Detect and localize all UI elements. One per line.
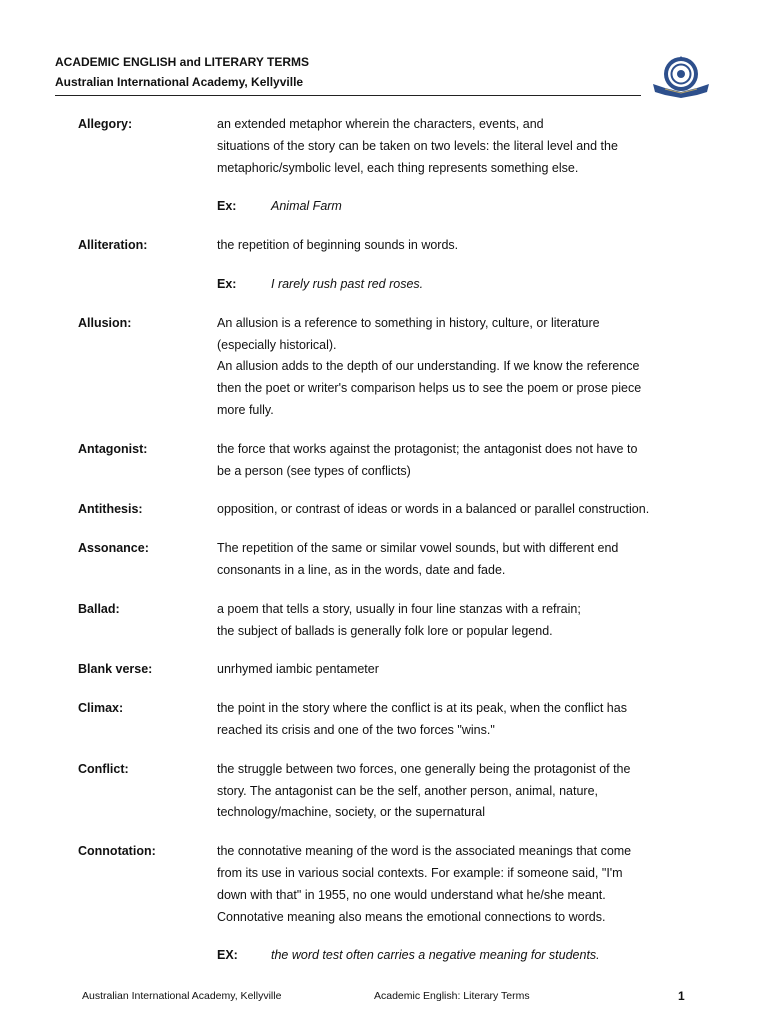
- glossary-entry: [78, 599, 728, 643]
- definition-line: be a person (see types of conflicts): [217, 463, 411, 478]
- glossary-entry: [78, 499, 728, 521]
- definition-line: an extended metaphor wherein the characters, events, and: [217, 117, 544, 131]
- entry-term: Connotation:: [78, 844, 156, 859]
- definition-line: from its use in various social contexts. For example: if someone said, "I'm: [217, 865, 623, 880]
- entry-definition: [217, 759, 717, 824]
- entry-definition: [217, 538, 717, 582]
- entry-term: Climax:: [78, 701, 124, 716]
- entry-term: Blank verse:: [78, 662, 153, 677]
- entry-term: Allegory:: [78, 117, 133, 131]
- glossary-entry: [78, 659, 728, 681]
- definition-line: the struggle between two forces, one generally being the protagonist of the: [217, 761, 631, 776]
- example-label: Ex:: [217, 199, 237, 214]
- footer-doc-title: Academic English: Literary Terms: [374, 990, 530, 1002]
- glossary-entry: [78, 698, 728, 742]
- footer-school: Australian International Academy, Kellyville: [82, 990, 282, 1002]
- definition-line: situations of the story can be taken on two levels: the literal level and the: [217, 138, 618, 153]
- definition-line: the point in the story where the conflict is at its peak, when the conflict has: [217, 701, 627, 716]
- example-text: Animal Farm: [271, 199, 342, 214]
- definition-line: story. The antagonist can be the self, another person, animal, nature,: [217, 783, 599, 798]
- document-subtitle: Australian International Academy, Kellyville: [55, 75, 304, 89]
- entry-term: Antithesis:: [78, 502, 143, 517]
- entry-definition: [217, 599, 717, 643]
- entry-definition: [217, 499, 717, 521]
- entry-definition: [217, 313, 717, 422]
- definition-line: the repetition of beginning sounds in words.: [217, 238, 459, 253]
- entry-term: Conflict:: [78, 761, 129, 776]
- definition-line: the force that works against the protagonist; the antagonist does not have to: [217, 441, 638, 456]
- definition-line: more fully.: [217, 402, 274, 417]
- glossary-entry: [78, 313, 728, 422]
- entry-term: Assonance:: [78, 541, 149, 556]
- document-header: [55, 54, 641, 96]
- entry-definition: [217, 235, 717, 296]
- definition-line: technology/machine, society, or the supernatural: [217, 805, 485, 820]
- entry-term: Allusion:: [78, 315, 132, 330]
- page-number: 1: [678, 989, 685, 1003]
- definition-line: (especially historical).: [217, 337, 337, 352]
- entry-example: [217, 945, 717, 967]
- definition-line: reached its crisis and one of the two forces "wins.": [217, 722, 495, 737]
- definition-line: An allusion adds to the depth of our understanding. If we know the reference: [217, 359, 640, 374]
- entry-definition: [217, 114, 717, 218]
- definition-line: An allusion is a reference to something in history, culture, or literature: [217, 315, 600, 330]
- document-title: ACADEMIC ENGLISH and LITERARY TERMS: [55, 55, 310, 69]
- glossary-entry: [78, 841, 728, 967]
- definition-line: consonants in a line, as in the words, date and fade.: [217, 562, 506, 577]
- definition-line: a poem that tells a story, usually in four line stanzas with a refrain;: [217, 601, 581, 616]
- definition-line: down with that" in 1955, no one would understand what he/she meant.: [217, 887, 606, 902]
- definition-line: Connotative meaning also means the emotional connections to words.: [217, 909, 606, 924]
- definition-line: the subject of ballads is generally folk lore or popular legend.: [217, 623, 553, 638]
- glossary-entry: [78, 114, 728, 218]
- definition-line: opposition, or contrast of ideas or words in a balanced or parallel construction.: [217, 502, 650, 517]
- entry-example: [217, 196, 717, 218]
- definition-line: the connotative meaning of the word is the associated meanings that come: [217, 844, 632, 859]
- glossary-entry: [78, 439, 728, 483]
- entry-term: Alliteration:: [78, 238, 148, 253]
- glossary-entry: [78, 759, 728, 824]
- glossary-entry: [78, 538, 728, 582]
- entry-term: Antagonist:: [78, 441, 148, 456]
- entry-definition: [217, 659, 717, 681]
- definition-line: metaphoric/symbolic level, each thing represents something else.: [217, 160, 579, 175]
- entry-term: Ballad:: [78, 601, 120, 616]
- glossary-entry: [78, 235, 728, 296]
- example-label: Ex:: [217, 276, 237, 291]
- definition-line: then the poet or writer's comparison helps us to see the poem or prose piece: [217, 381, 642, 396]
- school-crest-logo: [651, 54, 711, 100]
- example-label: EX:: [217, 948, 238, 963]
- example-text: the word test often carries a negative meaning for students.: [271, 948, 600, 963]
- page-footer: [82, 990, 692, 1006]
- glossary-entries: [78, 114, 728, 984]
- definition-line: The repetition of the same or similar vowel sounds, but with different end: [217, 541, 619, 556]
- entry-definition: [217, 698, 717, 742]
- entry-definition: [217, 841, 717, 967]
- definition-line: unrhymed iambic pentameter: [217, 662, 379, 677]
- example-text: I rarely rush past red roses.: [271, 276, 424, 291]
- entry-example: [217, 274, 717, 296]
- entry-definition: [217, 439, 717, 483]
